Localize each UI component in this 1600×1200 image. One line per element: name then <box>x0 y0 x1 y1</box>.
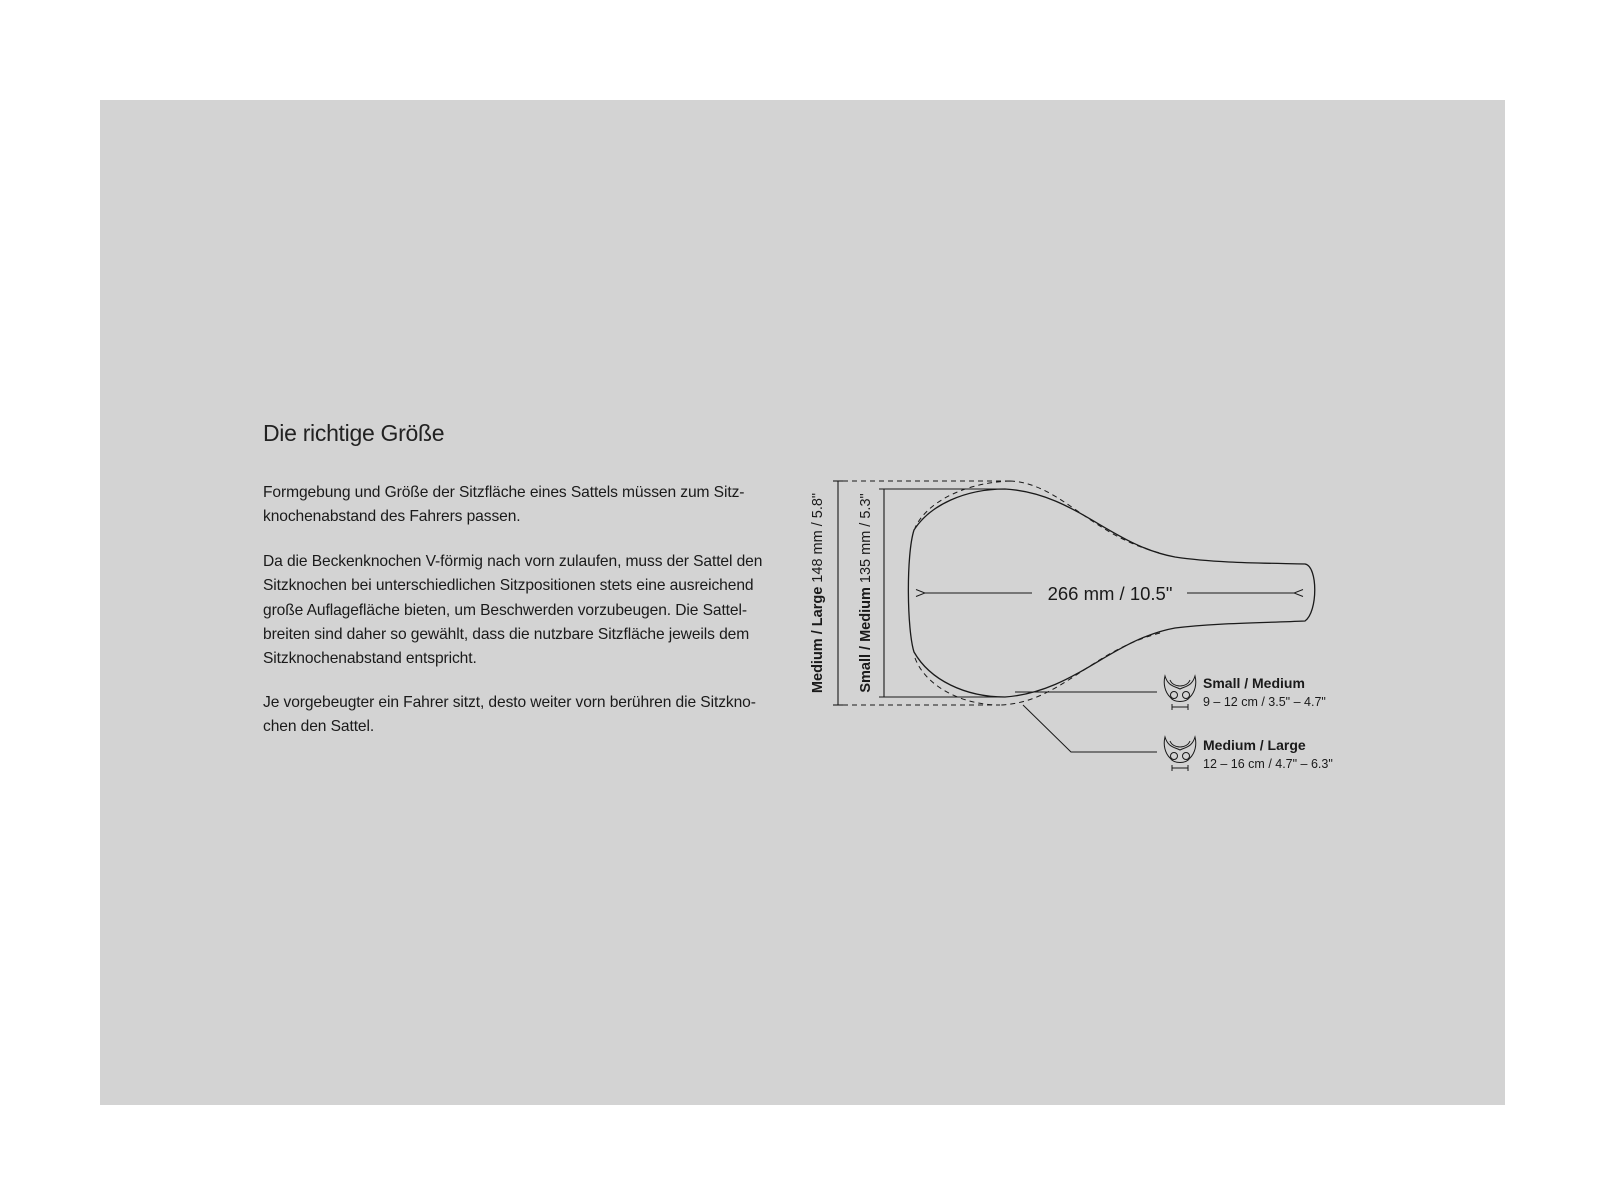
length-dimension <box>924 583 1295 604</box>
paragraph-line: Je vorgebeugter ein Fahrer sitzt, desto weiter vorn berühren die Sitzkno- <box>263 694 756 711</box>
paragraph-line: breiten sind daher so gewählt, dass die nutzbare Sitzfläche jeweils dem <box>263 625 750 643</box>
paragraph-line: große Auflagefläche bieten, um Beschwerden vorzubeugen. Die Sattel- <box>263 601 747 619</box>
paragraph-line: Formgebung und Größe der Sitzfläche eines Sattels müssen zum Sitz- <box>263 484 745 501</box>
paragraph-line: Sitzknochen bei unterschiedlichen Sitzpositionen stets eine ausreichend <box>263 577 754 595</box>
legend-item-medium-large <box>1164 737 1333 771</box>
legend-name-medium-large: Medium / Large <box>1203 737 1306 753</box>
legend-name-small-medium: Small / Medium <box>1203 675 1305 691</box>
width-label-small-medium <box>858 493 874 692</box>
paragraph-line: knochenabstand des Fahrers passen. <box>263 508 521 526</box>
pelvis-icon <box>1164 676 1196 710</box>
legend-item-small-medium <box>1164 675 1326 710</box>
page-title: Die richtige Größe <box>263 420 445 446</box>
pelvis-icon <box>1164 737 1196 771</box>
legend-range-medium-large: 12 – 16 cm / 4.7" – 6.3" <box>1203 757 1333 771</box>
paragraph-line: Da die Beckenknochen V-förmig nach vorn zulaufen, muss der Sattel den <box>263 553 763 570</box>
paragraph-line: chen den Sattel. <box>263 718 375 736</box>
width-label-medium-large-name: Medium / Large <box>810 586 826 694</box>
paragraph-line: Sitzknochenabstand entspricht. <box>263 650 477 668</box>
legend-range-small-medium: 9 – 12 cm / 3.5" – 4.7" <box>1203 695 1326 709</box>
callout-line-medium-large <box>1023 705 1157 752</box>
width-label-small-medium-value: 135 mm / 5.3" <box>858 493 874 588</box>
length-label: 266 mm / 10.5" <box>1047 583 1173 604</box>
width-label-medium-large-value: 148 mm / 5.8" <box>810 492 826 587</box>
width-label-medium-large <box>810 493 826 693</box>
width-label-small-medium-name: Small / Medium <box>858 587 874 693</box>
